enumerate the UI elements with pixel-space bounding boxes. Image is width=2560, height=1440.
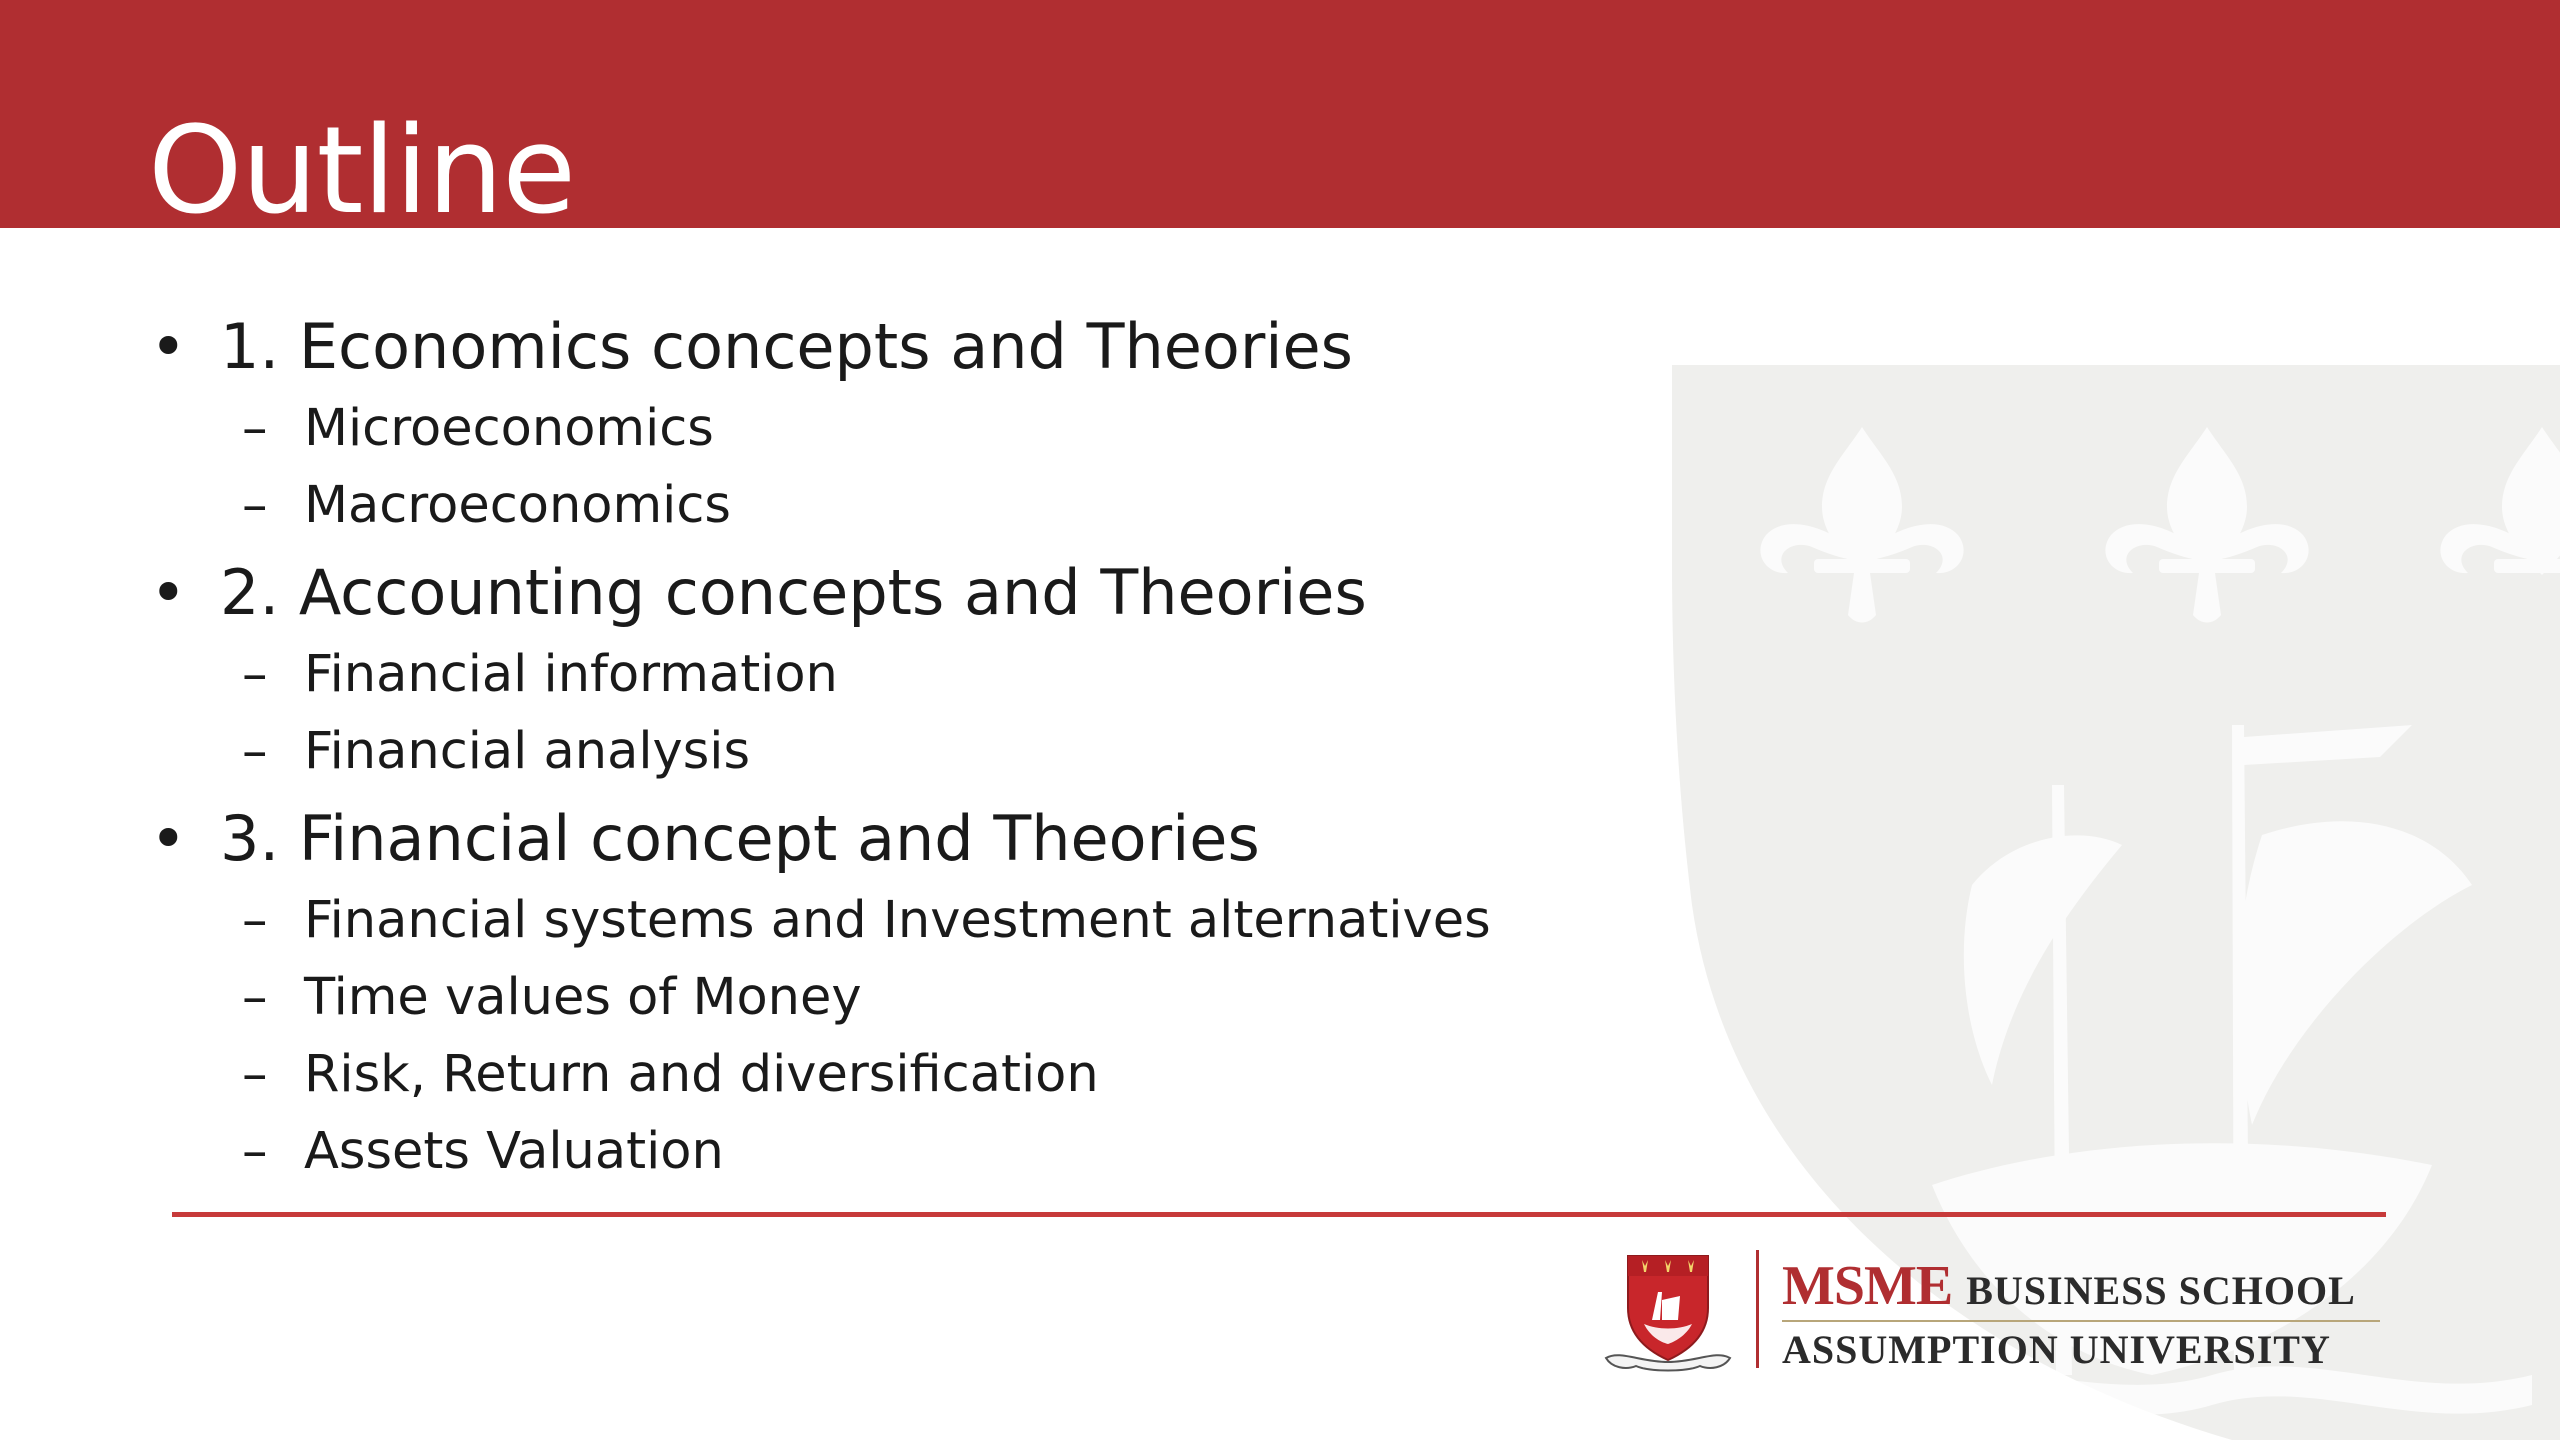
outline-subitem xyxy=(242,476,731,535)
dash-icon: – xyxy=(242,1045,268,1104)
outline-subitem xyxy=(242,645,838,704)
outline-subitem-label: Financial systems and Investment alternatives xyxy=(304,891,1491,950)
outline-subitem xyxy=(242,399,714,458)
bullet-icon: • xyxy=(150,310,187,383)
brand-rule xyxy=(1782,1320,2380,1322)
slide-title: Outline xyxy=(148,102,576,241)
brand-secondary: BUSINESS SCHOOL xyxy=(1966,1268,2356,1313)
dash-icon: – xyxy=(242,968,268,1027)
outline-item-label: 3. Financial concept and Theories xyxy=(220,802,1260,875)
outline-item-label: 1. Economics concepts and Theories xyxy=(220,310,1353,383)
university-crest-icon xyxy=(1600,1250,1735,1375)
outline-subitem xyxy=(242,722,751,781)
outline-item-label: 2. Accounting concepts and Theories xyxy=(220,556,1367,629)
dash-icon: – xyxy=(242,476,268,535)
university-name: ASSUMPTION UNIVERSITY xyxy=(1782,1327,2331,1372)
outline-subitem xyxy=(242,1122,724,1181)
outline-subitem xyxy=(242,968,862,1027)
outline-item xyxy=(150,556,1367,629)
bullet-icon: • xyxy=(150,556,187,629)
outline-subitem xyxy=(242,891,1491,950)
outline-subitem-label: Assets Valuation xyxy=(304,1122,724,1181)
brand-line-1 xyxy=(1782,1254,2356,1318)
outline-subitem-label: Financial analysis xyxy=(304,722,751,781)
dash-icon: – xyxy=(242,891,268,950)
dash-icon: – xyxy=(242,399,268,458)
dash-icon: – xyxy=(242,645,268,704)
outline-item xyxy=(150,310,1353,383)
school-logo xyxy=(1600,1240,2390,1380)
dash-icon: – xyxy=(242,722,268,781)
outline-subitem-label: Microeconomics xyxy=(304,399,714,458)
outline-item xyxy=(150,802,1260,875)
brand-primary: MSME xyxy=(1782,1255,1953,1317)
dash-icon: – xyxy=(242,1122,268,1181)
bullet-icon: • xyxy=(150,802,187,875)
footer-divider xyxy=(172,1212,2386,1217)
outline-subitem-label: Macroeconomics xyxy=(304,476,731,535)
logo-separator xyxy=(1756,1250,1759,1368)
outline-subitem xyxy=(242,1045,1099,1104)
outline-subitem-label: Time values of Money xyxy=(304,968,862,1027)
outline-subitem-label: Risk, Return and diversification xyxy=(304,1045,1099,1104)
outline-subitem-label: Financial information xyxy=(304,645,838,704)
